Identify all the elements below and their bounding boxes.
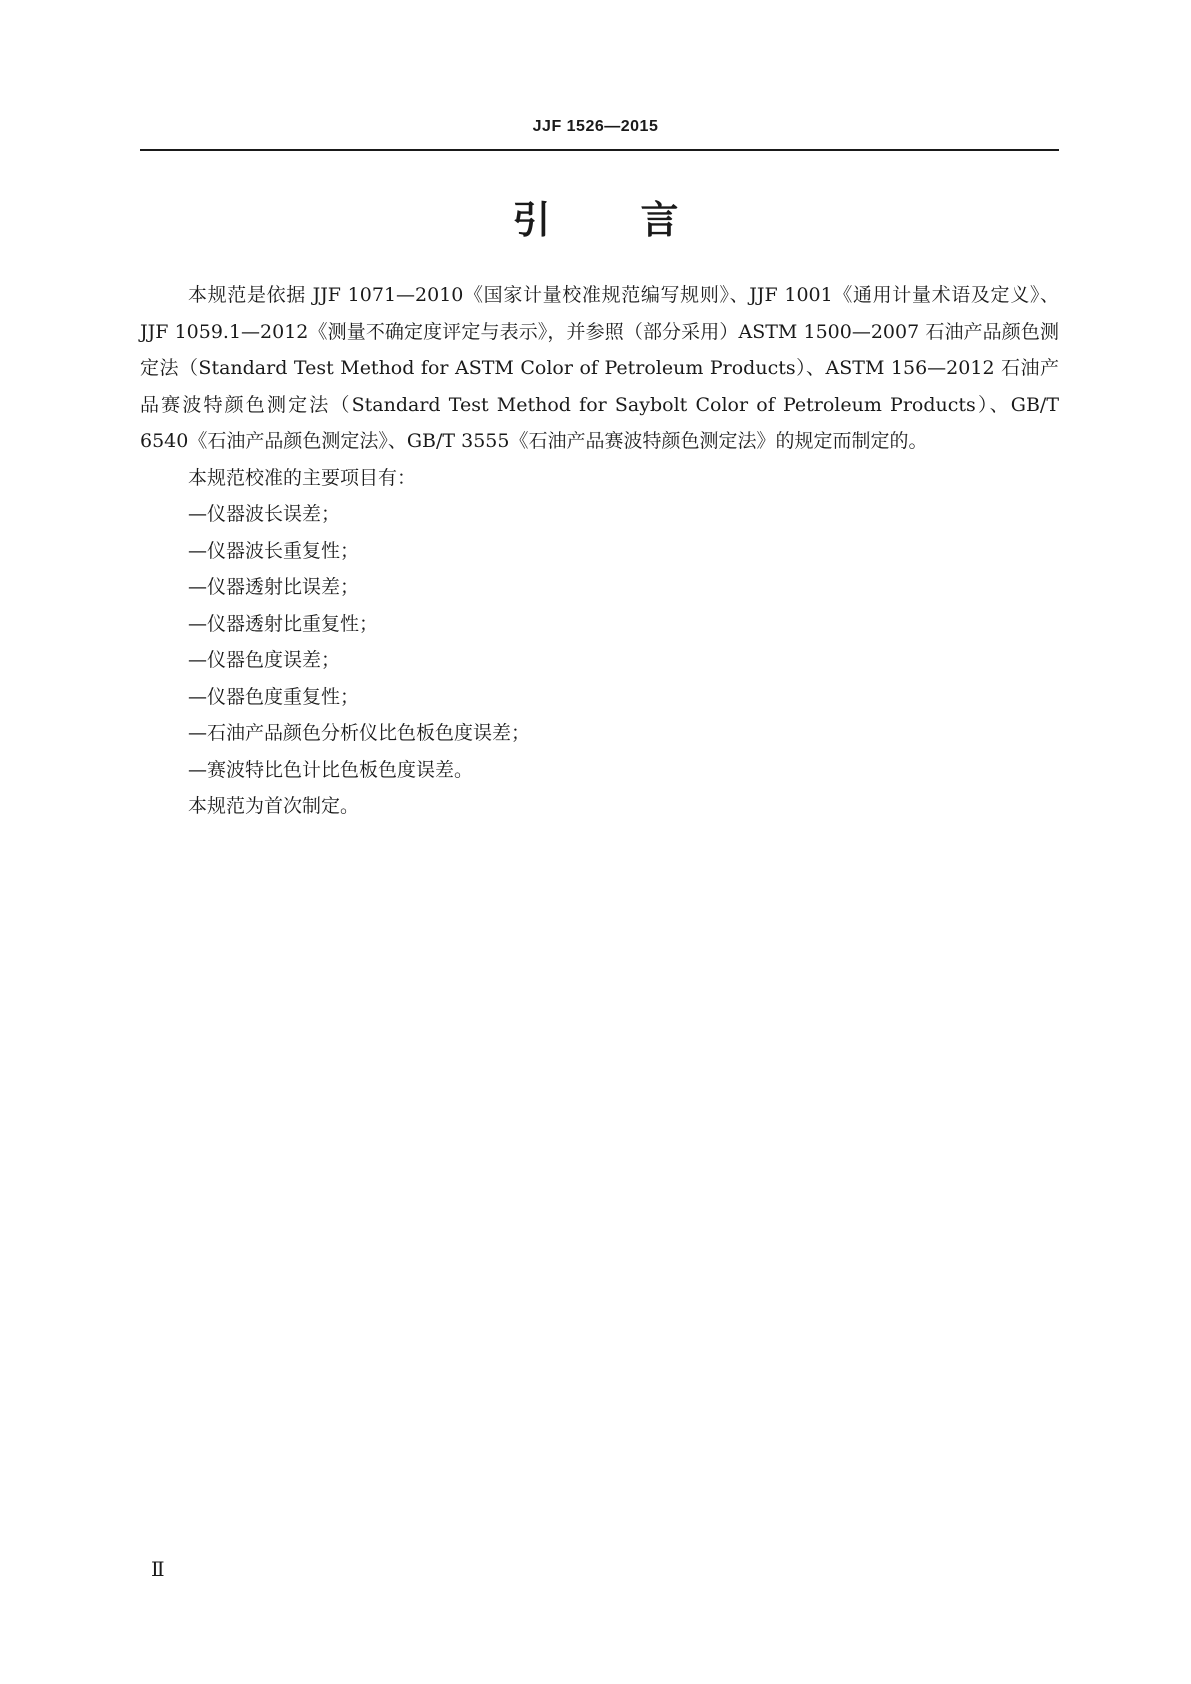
list-item: —仪器透射比误差；	[188, 576, 360, 598]
list-item: —石油产品颜色分析仪比色板色度误差；	[188, 722, 531, 744]
list-item: —仪器波长误差；	[188, 503, 341, 525]
page-title	[0, 196, 1191, 244]
items-lead-paragraph: 本规范校准的主要项目有：	[188, 466, 417, 489]
list-item: —赛波特比色计比色板色度误差。	[188, 758, 474, 781]
list-item: —仪器色度误差；	[188, 649, 341, 671]
title-char-1: 引	[512, 198, 551, 242]
page-body	[140, 277, 1059, 825]
list-item: —仪器波长重复性；	[188, 539, 360, 562]
document-code-header: JJF 1526—2015	[532, 118, 659, 135]
header-divider	[140, 149, 1059, 151]
title-char-2: 言	[640, 198, 679, 242]
closing-paragraph: 本规范为首次制定。	[188, 795, 360, 817]
list-item: —仪器透射比重复性；	[188, 612, 379, 635]
page-number: Ⅱ	[151, 1557, 165, 1581]
intro-paragraph: 本规范是依据 JJF 1071—2010《国家计量校准规范编写规则》、JJF 1001《通用计量术语及定义》、JJF 1059.1—2012《测量不确定度评定与表示》，并参照（部分采用）ASTM 1500—2007 石油产品颜色测定法（Standard Test Method for ASTM Color of Petroleum Products）、ASTM 156—2012 石油产品赛波特颜色测定法（Standard Test Method for Saybolt Color of Petroleum Products）、GB/T 6540《石油产品颜色测定法》、GB/T 3555《石油产品赛波特颜色测定法》的规定而制定的。	[140, 284, 1059, 452]
list-item: —仪器色度重复性；	[188, 685, 360, 708]
